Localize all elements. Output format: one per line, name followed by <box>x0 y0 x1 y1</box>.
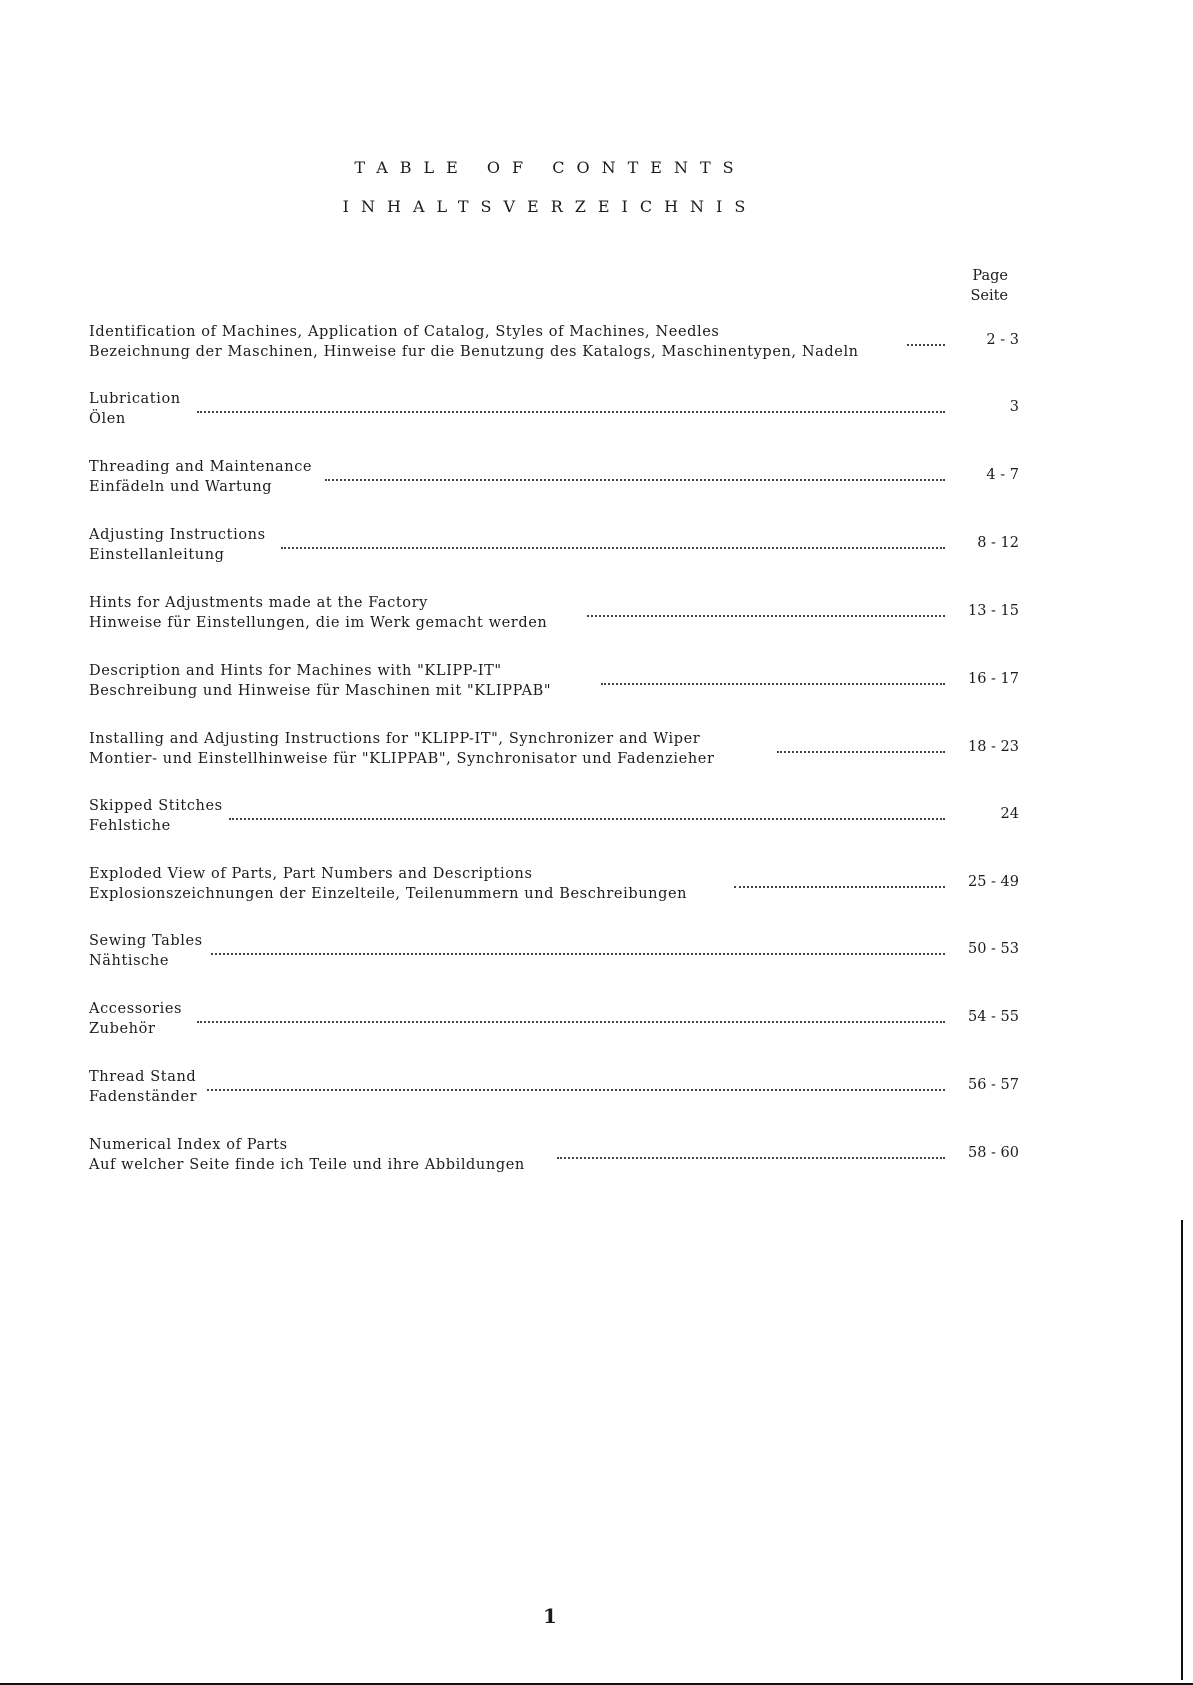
toc-entry <box>89 864 1019 906</box>
dot-leader <box>777 751 945 753</box>
toc-entry-pages: 3 <box>1009 399 1019 415</box>
toc-entry-german: Ölen <box>89 411 126 427</box>
toc-entry-english: Skipped Stitches <box>89 798 223 814</box>
toc-entry <box>89 322 1019 364</box>
toc-entry-text <box>89 864 687 904</box>
toc-entry-english: Description and Hints for Machines with "KLIPP-IT" <box>89 663 502 679</box>
toc-entry-german: Zubehör <box>89 1021 156 1037</box>
toc-entry-pages: 25 - 49 <box>967 874 1019 890</box>
toc-entry-german: Montier- und Einstellhinweise für "KLIPPAB", Synchronisator und Fadenzieher <box>89 751 715 767</box>
toc-entry-pages: 24 <box>1000 806 1019 822</box>
toc-entry-text <box>89 999 182 1039</box>
toc-entry-english: Thread Stand <box>89 1069 197 1085</box>
toc-entry-english: Installing and Adjusting Instructions for "KLIPP-IT", Synchronizer and Wiper <box>89 731 701 747</box>
dot-leader <box>325 479 945 481</box>
toc-entry-text <box>89 1067 197 1107</box>
toc-entry <box>89 661 1019 703</box>
dot-leader <box>197 411 945 413</box>
toc-entry-text <box>89 525 266 565</box>
dot-leader <box>907 344 945 346</box>
dot-leader <box>601 683 945 685</box>
toc-title-english: TABLE OF CONTENTS <box>354 158 746 177</box>
toc-entry-pages: 50 - 53 <box>967 941 1019 957</box>
toc-entry-pages: 4 - 7 <box>986 467 1019 483</box>
page-number: 1 <box>543 1604 557 1628</box>
toc-entry-text <box>89 661 551 701</box>
toc-entry-english: Identification of Machines, Application of Catalog, Styles of Machines, Needles <box>89 324 720 340</box>
page-header-english: Page <box>972 268 1008 284</box>
toc-entry-text <box>89 796 223 836</box>
toc-entry-text <box>89 593 547 633</box>
toc-entry-text <box>89 322 859 362</box>
toc-entry <box>89 729 1019 771</box>
toc-entry-pages: 58 - 60 <box>967 1145 1019 1161</box>
dot-leader <box>207 1089 945 1091</box>
toc-entry <box>89 931 1019 973</box>
toc-entry-text <box>89 729 714 769</box>
toc-entry-german: Fadenständer <box>89 1089 198 1105</box>
dot-leader <box>587 615 945 617</box>
toc-entry <box>89 525 1019 567</box>
toc-entry-english: Lubrication <box>89 391 181 407</box>
dot-leader <box>557 1157 945 1159</box>
toc-entry-german: Hinweise für Einstellungen, die im Werk gemacht werden <box>89 615 548 631</box>
toc-entry-pages: 13 - 15 <box>967 603 1019 619</box>
toc-entry-pages: 2 - 3 <box>986 332 1019 348</box>
dot-leader <box>229 818 945 820</box>
toc-entry-pages: 54 - 55 <box>967 1009 1019 1025</box>
toc-entry-german: Einstellanleitung <box>89 547 225 563</box>
toc-entry-english: Threading and Maintenance <box>89 459 313 475</box>
toc-entry-text <box>89 1135 525 1175</box>
dot-leader <box>734 886 945 888</box>
toc-entry-text <box>89 457 312 497</box>
toc-entry-pages: 16 - 17 <box>967 671 1019 687</box>
toc-entry-english: Sewing Tables <box>89 933 203 949</box>
toc-entry-english: Accessories <box>89 1001 183 1017</box>
toc-entry-german: Bezeichnung der Maschinen, Hinweise fur die Benutzung des Katalogs, Maschinentypen, Nadeln <box>89 344 859 360</box>
toc-entry-german: Auf welcher Seite finde ich Teile und ihre Abbildungen <box>89 1157 525 1173</box>
toc-entry-text <box>89 389 181 429</box>
toc-entry-english: Exploded View of Parts, Part Numbers and Descriptions <box>89 866 533 882</box>
toc-entry <box>89 1135 1019 1177</box>
toc-entry-german: Explosionszeichnungen der Einzelteile, Teilenummern und Beschreibungen <box>89 886 688 902</box>
scan-edge-right <box>1181 1220 1183 1680</box>
page-header-german: Seite <box>970 288 1008 304</box>
toc-entry <box>89 1067 1019 1109</box>
dot-leader <box>211 953 945 955</box>
toc-title-german: INHALTSVERZEICHNIS <box>342 197 758 216</box>
toc-entry-german: Fehlstiche <box>89 818 171 834</box>
toc-entry <box>89 593 1019 635</box>
toc-entry-pages: 8 - 12 <box>977 535 1019 551</box>
toc-entry-german: Einfädeln und Wartung <box>89 479 273 495</box>
page-column-header <box>970 266 1008 306</box>
toc-entry <box>89 389 1019 431</box>
toc-entry-pages: 56 - 57 <box>967 1077 1019 1093</box>
toc-entry-english: Hints for Adjustments made at the Factory <box>89 595 428 611</box>
toc-entry <box>89 457 1019 499</box>
toc-entry-text <box>89 931 203 971</box>
toc-entry <box>89 999 1019 1041</box>
dot-leader <box>197 1021 945 1023</box>
dot-leader <box>281 547 945 549</box>
toc-entry-german: Nähtische <box>89 953 170 969</box>
toc-entry-german: Beschreibung und Hinweise für Maschinen mit "KLIPPAB" <box>89 683 552 699</box>
toc-entry-pages: 18 - 23 <box>967 739 1019 755</box>
toc-entry <box>89 796 1019 838</box>
toc-entry-english: Numerical Index of Parts <box>89 1137 288 1153</box>
toc-entry-english: Adjusting Instructions <box>89 527 266 543</box>
